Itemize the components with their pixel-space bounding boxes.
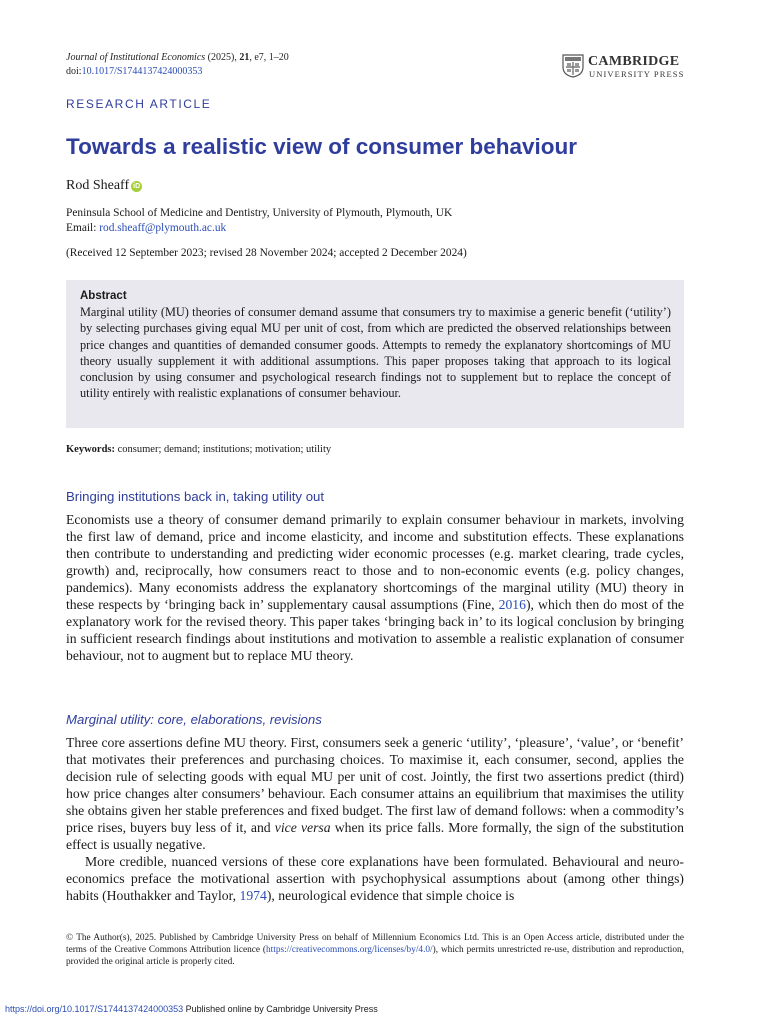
section2-paragraph-1 (66, 734, 684, 853)
author (66, 178, 142, 194)
italic-text: vice versa (274, 820, 331, 835)
keywords-label: Keywords: (66, 444, 115, 455)
journal-pages: , e7, 1–20 (249, 52, 289, 63)
text-run: when its price falls. More formally, the sign of the substitution effect is usually negative. (66, 820, 684, 852)
affiliation: Peninsula School of Medicine and Dentistry, University of Plymouth, Plymouth, UK (66, 207, 453, 219)
text-run: ), which permits unrestricted re-use, distribution and reproduction, provided the original article is properly cited. (66, 945, 684, 967)
text-run: ), neurological evidence that simple choice is (266, 888, 515, 903)
publisher-name: CAMBRIDGE (588, 54, 680, 69)
text-run: More credible, nuanced versions of these core explanations have been formulated. Behavioural and neuro-economics preface the motivational assertion with psychophysical assumptions about (among other things) habits (Houthakker and Taylor, (66, 854, 684, 903)
journal-citation (66, 51, 289, 79)
article-type: RESEARCH ARTICLE (66, 97, 212, 111)
text-run: Economists use a theory of consumer demand primarily to explain consumer behaviour in markets, involving the first law of demand, price and income elasticity, and income and substitution effects. These explanations then contribute to understanding and predicting wider economic processes (e.g. market clearing, trade cycles, growth) and, reciprocally, how consumers react to those and to non-economic events (e.g. policy changes, pandemics). Many economists address the explanatory shortcomings of the marginal utility (MU) theory in these respects by ‘bringing back in’ supplementary causal assumptions (Fine, (66, 512, 684, 612)
journal-volume: 21 (239, 52, 250, 63)
keywords (66, 444, 331, 455)
abstract-box (66, 280, 684, 428)
email-link[interactable]: rod.sheaff@plymouth.ac.uk (99, 221, 227, 234)
email-label: Email: (66, 221, 100, 234)
text-run: © The Author(s), 2025. Published by Cambridge University Press on behalf of Millennium Economics Ltd. This is an Open Access article, distributed under the terms of the Creative Commons Attribution licence ( (66, 933, 684, 955)
section1-paragraph (66, 511, 684, 664)
copyright-notice (66, 932, 684, 968)
section-heading-2: Marginal utility: core, elaborations, revisions (66, 712, 322, 727)
cambridge-shield-icon (562, 54, 584, 78)
article-title: Towards a realistic view of consumer behaviour (66, 134, 577, 159)
footer-doi-link[interactable]: https://doi.org/10.1017/S1744137424000353 (5, 1004, 184, 1014)
cambridge-logo[interactable] (562, 54, 686, 80)
author-name: Rod Sheaff (66, 178, 130, 193)
affiliation-block (66, 206, 452, 235)
section2-paragraph-2 (66, 853, 684, 904)
text-run: Three core assertions define MU theory. First, consumers seek a generic ‘utility’, ‘pleasure’, ‘value’, or ‘benefit’ that motivates their preferences and purchasing choices. To maximise it, each consumer, second, applies the decision rule of selecting goods with equal MU per unit of cost. Jointly, the first two assertions predict (third) how price changes alter consumers’ behaviour. Each consumer attains an equilibrium that maximises the utility she obtains given her stable preferences and fixed budget. The first law of demand follows: when a commodity’s price rises, buyers buy less of it, and (66, 735, 684, 835)
license-link[interactable]: https://creativecommons.org/licenses/by/4.0/ (266, 945, 433, 955)
citation-link[interactable]: 2016 (498, 597, 526, 612)
abstract-text: Marginal utility (MU) theories of consumer demand assume that consumers try to maximise a generic benefit (‘utility’) by selecting purchases giving equal MU per unit of cost, from which are predicted the observed relationships between price changes and quantities of demanded consumer goods. Attempts to remedy the explanatory shortcomings of MU theory usually supplement it with additional assumptions. This paper proposes taking that approach to its logical conclusion by using consumer and psychological research findings not to supplement but to replace the concept of utility entirely with realistic explanations of consumer behaviour. (80, 305, 671, 401)
journal-name: Journal of Institutional Economics (66, 52, 206, 63)
footer-text: Published online by Cambridge University Press (183, 1004, 378, 1014)
section-heading-1: Bringing institutions back in, taking utility out (66, 489, 325, 504)
article-dates: (Received 12 September 2023; revised 28 November 2024; accepted 2 December 2024) (66, 247, 467, 259)
page-footer (5, 1004, 378, 1014)
doi-link[interactable]: 10.1017/S1744137424000353 (81, 66, 203, 77)
keywords-text: consumer; demand; institutions; motivation; utility (115, 444, 332, 455)
journal-year: (2025), (207, 52, 240, 63)
doi-label: doi: (66, 66, 82, 77)
publisher-sub: UNIVERSITY PRESS (589, 69, 685, 79)
text-run: ), which then do most of the explanatory work for the revised theory. This paper takes ‘bringing back in’ to its logical conclusion by bringing in sufficient research findings about institutions and motivation to assemble a realistic explanation of consumer behaviour, not to augment but to replace MU theory. (66, 597, 684, 663)
citation-link[interactable]: 1974 (239, 888, 267, 903)
abstract-heading: Abstract (80, 290, 127, 302)
orcid-icon[interactable]: iD (133, 182, 141, 190)
